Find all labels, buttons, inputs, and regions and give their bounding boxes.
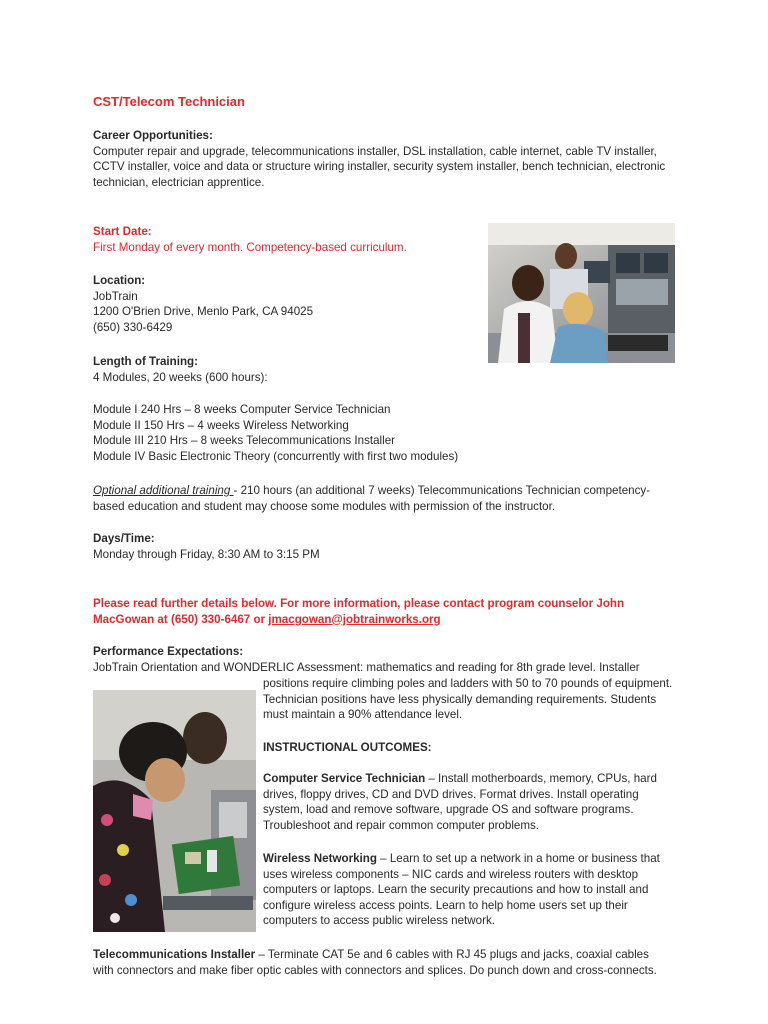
performance-wrap — [263, 676, 672, 723]
length-summary: 4 Modules, 20 weeks (600 hours): — [93, 370, 268, 384]
start-date-section — [93, 224, 407, 255]
location-line: JobTrain — [93, 289, 138, 303]
telecom-term: Telecommunications Installer — [93, 948, 256, 961]
performance-line: must maintain a 90% attendance level. — [263, 708, 463, 722]
module-list — [93, 402, 458, 464]
location-heading: Location: — [93, 274, 146, 287]
telecom-text: – Terminate CAT 5e and 6 cables with RJ 45 plugs and jacks, coaxial cables — [255, 948, 649, 961]
wireless-term: Wireless Networking — [263, 852, 377, 865]
start-date-text: First Monday of every month. Competency-based curriculum. — [93, 240, 407, 254]
telecom-outcome — [93, 947, 657, 978]
wireless-text: configure wireless access points. Learn to help home users set up their — [263, 898, 628, 912]
length-section — [93, 354, 268, 385]
days-heading: Days/Time: — [93, 532, 155, 545]
optional-training-text: based education and student may choose some modules with permission of the instructor. — [93, 499, 556, 513]
cst-text: Troubleshoot and repair common computer problems. — [263, 818, 540, 832]
module-item: Module IV Basic Electronic Theory (concurrently with first two modules) — [93, 449, 459, 463]
cst-text: – Install motherboards, memory, CPUs, hard — [425, 772, 657, 785]
cst-outcome — [263, 771, 657, 833]
optional-training-text: - 210 hours (an additional 7 weeks) Telecommunications Technician competency- — [233, 484, 651, 497]
days-section — [93, 531, 320, 562]
career-line: Computer repair and upgrade, telecommunications installer, DSL installation, cable internet, cable TV installer, — [93, 144, 657, 158]
career-line: technician, electrician apprentice. — [93, 175, 265, 189]
length-heading: Length of Training: — [93, 355, 198, 368]
wireless-text: computers or laptops. Learn the security precautions and how to install and — [263, 883, 649, 897]
wireless-outcome — [263, 851, 660, 929]
outcomes-heading: INSTRUCTIONAL OUTCOMES: — [263, 741, 432, 754]
location-section — [93, 273, 313, 335]
wireless-text: – Learn to set up a network in a home or business that — [376, 852, 660, 865]
email-link[interactable]: jmacgowan@jobtrainworks.org — [268, 612, 441, 626]
cst-text: drives, floppy drives, CD and DVD drives. Format drives. Install operating — [263, 787, 639, 801]
optional-training-label: Optional additional training — [93, 484, 234, 497]
page-title: CST/Telecom Technician — [93, 94, 245, 109]
career-section — [93, 128, 665, 190]
performance-line: Technician positions have less physically demanding requirements. Students — [263, 692, 657, 706]
location-line: 1200 O'Brien Drive, Menlo Park, CA 94025 — [93, 305, 314, 319]
module-item: Module III 210 Hrs – 8 weeks Telecommunications Installer — [93, 434, 396, 448]
performance-line: positions require climbing poles and ladders with 50 to 70 pounds of equipment. — [263, 677, 673, 690]
contact-line: Please read further details below. For more information, please contact program counselor John — [93, 597, 625, 610]
performance-heading: Performance Expectations: — [93, 645, 244, 658]
cst-term: Computer Service Technician — [263, 772, 426, 785]
telecom-text: with connectors and make fiber optic cables with connectors and splices. Do punch down and cross-connects. — [93, 963, 657, 977]
days-text: Monday through Friday, 8:30 AM to 3:15 PM — [93, 547, 320, 561]
optional-training — [93, 483, 650, 514]
lab-photo — [488, 223, 675, 363]
contact-line: MacGowan at (650) 330-6467 or — [93, 612, 269, 626]
contact-notice — [93, 596, 624, 627]
students-photo-image — [93, 690, 256, 932]
wireless-text: computers to access public wireless network. — [263, 914, 495, 928]
start-date-heading: Start Date: — [93, 225, 152, 238]
cst-text: system, load and remove software, upgrade OS and software programs. — [263, 803, 634, 817]
career-heading: Career Opportunities: — [93, 129, 213, 142]
career-line: CCTV installer, voice and data or structure wiring installer, security system installer, bench technician, electronic — [93, 160, 666, 174]
lab-photo-image — [488, 223, 675, 363]
module-item: Module I 240 Hrs – 8 weeks Computer Service Technician — [93, 403, 391, 416]
performance-section — [93, 644, 640, 675]
location-line: (650) 330-6429 — [93, 320, 173, 334]
students-photo — [93, 690, 256, 932]
module-item: Module II 150 Hrs – 4 weeks Wireless Networking — [93, 418, 349, 432]
performance-line: JobTrain Orientation and WONDERLIC Assessment: mathematics and reading for 8th grade level. Installer — [93, 660, 640, 674]
wireless-text: uses wireless components – NIC cards and wireless routers with desktop — [263, 867, 639, 881]
